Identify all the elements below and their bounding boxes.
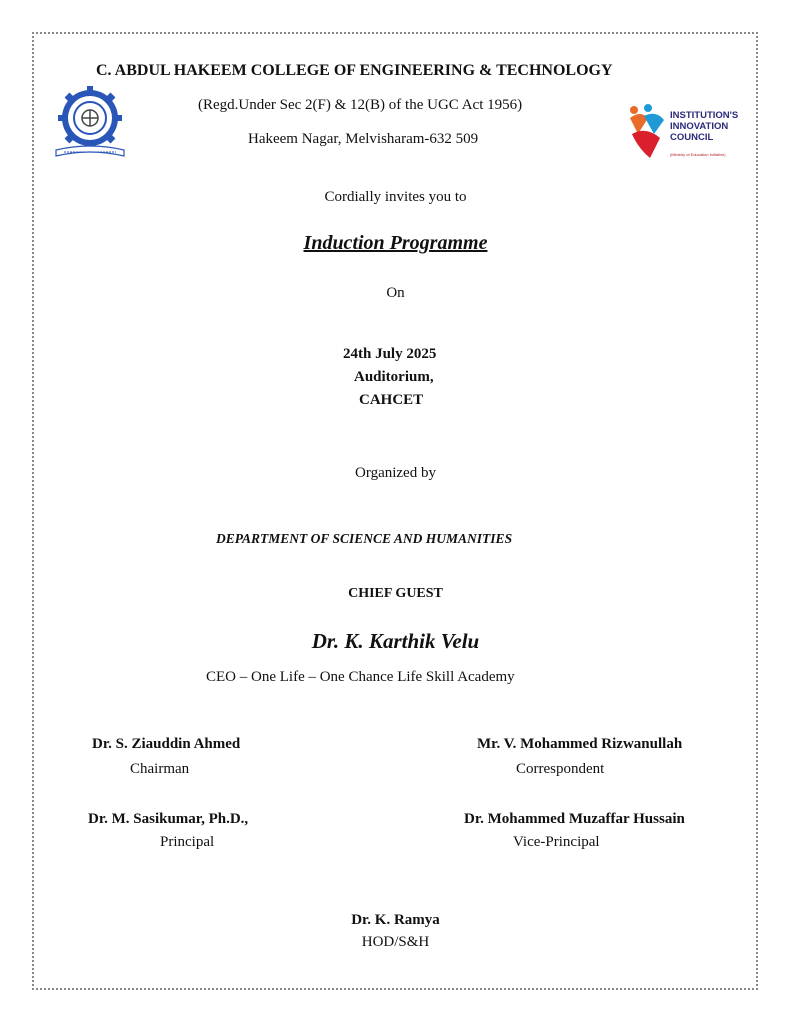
principal-name: Dr. M. Sasikumar, Ph.D., — [88, 811, 249, 827]
chief-guest-heading: CHIEF GUEST — [348, 586, 443, 601]
chairman-role: Chairman — [130, 761, 190, 777]
event-date: 24th July 2025 — [343, 346, 437, 362]
college-name: C. ABDUL HAKEEM COLLEGE OF ENGINEERING & TECHNOLOGY — [96, 62, 613, 79]
correspondent-name: Mr. V. Mohammed Rizwanullah — [477, 736, 683, 752]
hod-name: Dr. K. Ramya — [351, 912, 440, 928]
vice-principal-role: Vice-Principal — [513, 834, 600, 850]
iic-logo-line3: COUNCIL — [670, 132, 714, 143]
chairman-name: Dr. S. Ziauddin Ahmed — [92, 736, 241, 752]
correspondent-role: Correspondent — [516, 761, 605, 777]
chief-guest-designation: CEO – One Life – One Chance Life Skill Academy — [206, 669, 515, 685]
registration-text: (Regd.Under Sec 2(F) & 12(B) of the UGC Act 1956) — [198, 97, 523, 113]
hod-role: HOD/S&H — [361, 934, 430, 950]
iic-logo-line2: INNOVATION — [670, 121, 729, 132]
event-title: Induction Programme — [303, 232, 488, 254]
iic-logo-line1: INSTITUTION'S — [670, 110, 739, 121]
venue-line2: CAHCET — [359, 392, 424, 408]
principal-role: Principal — [160, 834, 215, 850]
on-text: On — [386, 285, 405, 301]
invite-intro: Cordially invites you to — [324, 189, 467, 205]
page-border — [32, 32, 758, 990]
iic-logo — [626, 104, 739, 162]
vice-principal-name: Dr. Mohammed Muzaffar Hussain — [464, 811, 685, 827]
venue-line1: Auditorium, — [354, 369, 434, 385]
iic-logo-subtitle: (Ministry of Education Initiative) — [670, 152, 726, 157]
organized-by: Organized by — [355, 465, 436, 481]
college-address: Hakeem Nagar, Melvisharam-632 509 — [248, 131, 479, 147]
chief-guest-name: Dr. K. Karthik Velu — [311, 629, 480, 653]
department-name: DEPARTMENT OF SCIENCE AND HUMANITIES — [216, 531, 513, 546]
college-emblem-icon — [48, 84, 132, 158]
